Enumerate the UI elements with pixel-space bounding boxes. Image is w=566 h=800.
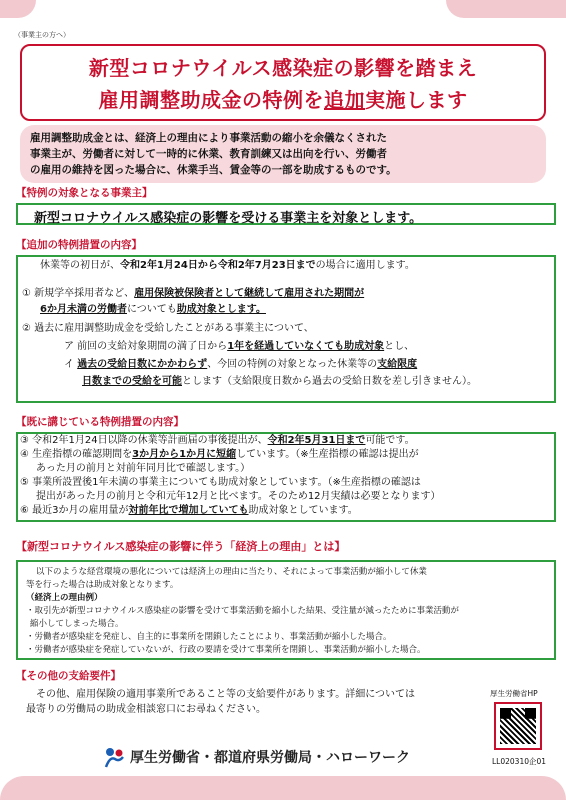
item-2b-line-2 [82,375,477,389]
item-2-line-1: ② 過去に雇用調整助成金を受給したことがある事業主について、 [22,323,314,334]
item-6-pre: ⑥ 最近3か月の雇用量が [20,505,129,516]
bottom-decoration [0,776,566,800]
item-3-bold: 令和2年5月31日まで [267,435,366,446]
item-1-mid: についても [126,304,177,315]
target-box: 新型コロナウイルス感染症の影響を受ける事業主を対象とします。 [16,203,556,225]
item-4-line-2: あった月の前月と対前年同月比で確認します。） [36,463,251,474]
item-2a-bold: 1年を経過していなくても助成対象 [227,341,385,352]
qr-code[interactable] [494,702,542,750]
item-6-post: 助成対象としています。 [248,505,358,516]
item-3 [20,434,415,448]
section-heading-target: 【特例の対象となる事業主】 [16,187,153,199]
item-2b-post: とします（支給限度日数から過去の受給日数を差し引きません）。 [182,376,477,387]
item-2b-bold-3: 日数までの受給を可能 [82,376,182,387]
item-2b-mid: 、今回の特例の対象となった休業等の [207,359,378,370]
intro-box [20,125,546,183]
section-heading-econ: 【新型コロナウイルス感染症の影響に伴う「経済上の理由」とは】 [16,540,346,553]
econ-line: ・取引先が新型コロナウイルス感染症の影響を受けて事業活動を縮小した結果、受注量が減ったために事業活動が [26,606,459,616]
title-box [20,44,546,121]
corner-decoration-right [446,0,566,18]
document-code: LL020310企01 [492,757,547,766]
qr-label: 厚生労働省HP [490,689,538,698]
title-emphasis: 追加 [324,88,365,112]
applicability-pre: 休業等の初日が、 [40,260,120,271]
item-3-post: 可能です。 [365,435,415,446]
econ-line: ・労働者が感染症を発症していないが、行政の要請を受けて事業所を閉鎖し、事業活動が縮小した場合。 [26,645,426,655]
item-5-line-2: 提出があった月の前月と令和元年12月と比べます。そのため12月実績は必要となります） [36,491,441,502]
other-line-2: 最寄りの労働局の助成金相談窓口にお尋ねください。 [26,704,266,715]
ministry-logo-icon [102,746,126,768]
intro-line: 雇用調整助成金とは、経済上の理由により事業活動の縮小を余儀なくされた [30,132,387,144]
item-2a [64,340,414,354]
intro-line: 事業主が、労働者に対して一時的に休業、教育訓練又は出向を行い、労働者 [30,148,387,160]
item-1-line-1 [22,287,364,301]
applicability-line [40,259,415,273]
applicability-post: の場合に適用します。 [315,260,415,271]
other-line-1: その他、雇用保険の適用事業所であること等の支給要件があります。詳細については [36,689,415,700]
econ-line: 等を行った場合は助成対象となります。 [26,580,179,590]
section-heading-other: 【その他の支給要件】 [16,670,121,682]
item-6 [20,504,358,518]
item-1-bold: 雇用保険被保険者として継続して雇用された期間が [134,288,365,299]
section-heading-existing: 【既に講じている特例措置の内容】 [16,416,184,428]
item-6-bold: 対前年比で増加していても [128,505,249,516]
econ-line: ・労働者が感染症を発症し、自主的に事業所を閉鎖したことにより、事業活動が縮小した場合。 [26,632,392,642]
corner-decoration-left [0,0,36,18]
econ-line: 縮小してしまった場合。 [30,619,124,629]
item-1-line-2 [40,303,266,317]
title-line-2-post: 実施します [365,88,468,112]
item-2b-line-1 [64,358,417,372]
title-line-1: 新型コロナウイルス感染症の影響を踏まえ [88,56,478,80]
econ-line: 以下のような経営環境の悪化については経済上の理由に当たり、それによって事業活動が縮小して休業 [36,567,427,577]
intro-line: の雇用の維持を図った場合に、休業手当、賃金等の一部を助成するものです。 [30,164,397,176]
item-2b-pre: イ [64,359,78,370]
item-4-line-1 [20,448,419,462]
item-2a-pre: ア 前回の支給対象期間の満了日から [64,341,228,352]
qr-pattern [500,708,536,744]
section-heading-additional: 【追加の特例措置の内容】 [16,239,142,251]
audience-note: （事業主の方へ） [14,31,70,39]
item-5-line-1: ⑤ 事業所設置後1年未満の事業主についても助成対象としています。（※生産指標の確認は [20,477,421,488]
item-4-post: しています。（※生産指標の確認は提出が [236,449,419,460]
title-line-2 [22,84,544,116]
item-1-bold-2: 6か月未満の労働者 [40,304,127,315]
item-4-bold: 3か月から1か月に短縮 [132,449,237,460]
item-2b-bold: 過去の受給日数にかかわらず [77,359,208,370]
footer-organizations: 厚生労働省・都道府県労働局・ハローワーク [130,750,410,766]
applicability-period: 令和2年1月24日から令和2年7月23日まで [120,260,316,271]
item-1-bold-3: 助成対象とします。 [176,304,266,315]
title-line-2-pre: 雇用調整助成金の特例を [98,88,324,112]
econ-line: （経済上の理由例） [26,593,103,603]
item-4-pre: ④ 生産指標の確認期間を [20,449,133,460]
item-3-pre: ③ 令和2年1月24日以降の休業等計画届の事後提出が、 [20,435,268,446]
item-1-pre: ① 新規学卒採用者など、 [22,288,135,299]
item-2a-post: とし、 [384,341,415,352]
item-2b-bold-2: 支給限度 [377,359,418,370]
